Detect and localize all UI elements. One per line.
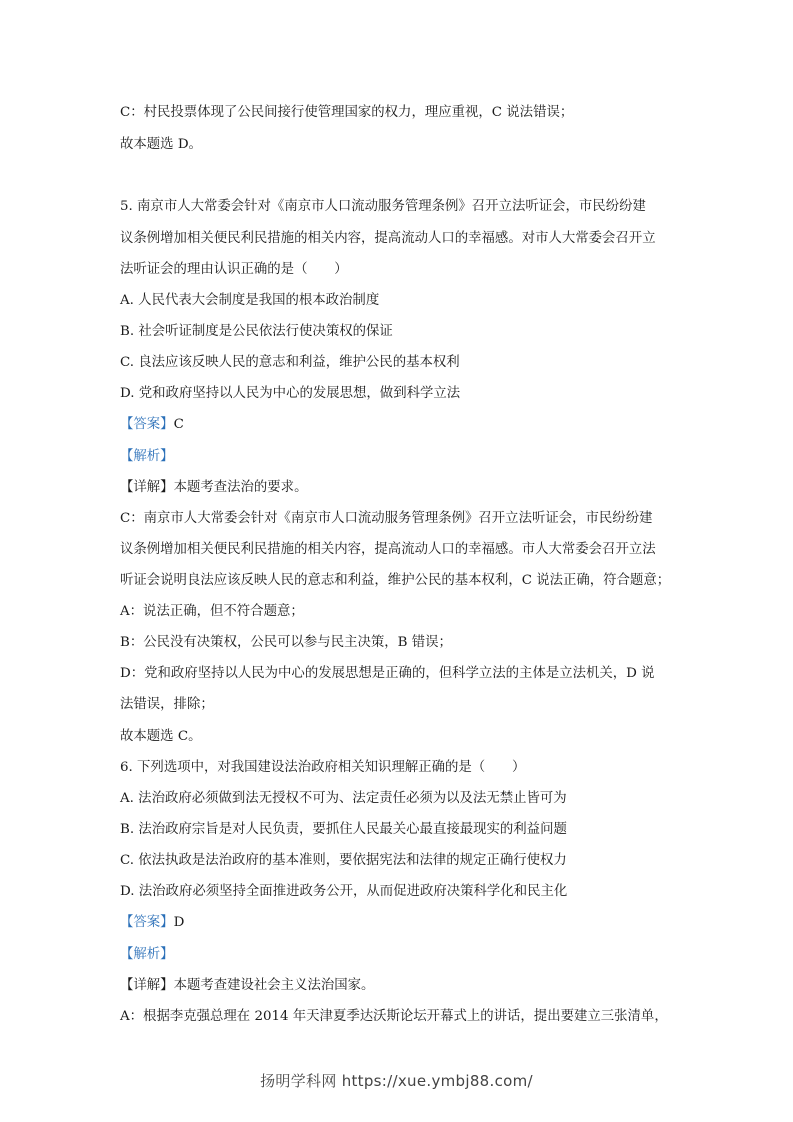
q5-explanation-line: B：公民没有决策权，公民可以参与民主决策，B 错误； — [120, 635, 452, 650]
footer-watermark: 扬明学科网 https://xue.ymbj88.com/ — [260, 1072, 533, 1090]
answer-value: D — [173, 915, 185, 930]
q5-stem-line-1: 5. 南京市人大常委会针对《南京市人口流动服务管理条例》召开立法听证会，市民纷纷建 — [120, 199, 646, 214]
analysis-tag: 【解析】 — [120, 947, 174, 962]
q5-conclusion: 故本题选 C。 — [120, 729, 202, 744]
detail-intro: 本题考查建设社会主义法治国家。 — [173, 978, 375, 993]
q5-explanation-line: 听证会说明良法应该反映人民的意志和利益，维护公民的基本权利，C 说法正确，符合题意； — [120, 573, 671, 588]
detail-tag: 【详解】 — [120, 480, 174, 495]
q5-stem-line-3: 法听证会的理由认识正确的是（ ） — [120, 262, 348, 277]
q6-option-c: C. 依法执政是法治政府的基本准则，要依据宪法和法律的规定正确行使权力 — [120, 853, 567, 868]
q5-explanation-line: D：党和政府坚持以人民为中心的发展思想是正确的，但科学立法的主体是立法机关，D 说 — [120, 666, 655, 681]
q6-answer-line — [120, 914, 184, 932]
q6-analysis-line — [120, 946, 174, 964]
detail-intro: 本题考查法治的要求。 — [173, 480, 308, 495]
q5-explanation-line: C：南京市人大常委会针对《南京市人口流动服务管理条例》召开立法听证会，市民纷纷建 — [120, 511, 653, 526]
q5-answer-line — [120, 416, 184, 434]
q6-explanation-line: A：根据李克强总理在 2014 年天津夏季达沃斯论坛开幕式上的讲话，提出要建立三张清单， — [120, 1009, 668, 1024]
q5-option-d: D. 党和政府坚持以人民为中心的发展思想，做到科学立法 — [120, 386, 461, 401]
q5-option-b: B. 社会听证制度是公民依法行使决策权的保证 — [120, 324, 393, 339]
analysis-tag: 【解析】 — [120, 449, 174, 464]
q5-explanation-line: 法错误，排除； — [120, 697, 214, 712]
q6-detail-line — [120, 977, 374, 995]
q5-analysis-line — [120, 448, 174, 466]
q6-option-a: A. 法治政府必须做到法无授权不可为、法定责任必须为以及法无禁止皆可为 — [120, 791, 567, 806]
q6-option-b: B. 法治政府宗旨是对人民负责，要抓住人民最关心最直接最现实的利益问题 — [120, 822, 567, 837]
answer-tag: 【答案】 — [120, 915, 174, 930]
q5-option-a: A. 人民代表大会制度是我国的根本政治制度 — [120, 293, 380, 308]
q5-detail-line — [120, 479, 307, 497]
answer-tag: 【答案】 — [120, 417, 174, 432]
q4-option-c-explanation: C：村民投票体现了公民间接行使管理国家的权力，理应重视，C 说法错误； — [120, 105, 574, 120]
q5-option-c: C. 良法应该反映人民的意志和利益，维护公民的基本权利 — [120, 355, 460, 370]
q6-option-d: D. 法治政府必须坚持全面推进政务公开，从而促进政府决策科学化和民主化 — [120, 884, 568, 899]
q4-conclusion: 故本题选 D。 — [120, 137, 202, 152]
answer-value: C — [173, 417, 184, 432]
q5-explanation-line: A：说法正确，但不符合题意； — [120, 604, 304, 619]
detail-tag: 【详解】 — [120, 978, 174, 993]
q5-explanation-line: 议条例增加相关便民利民措施的相关内容，提高流动人口的幸福感。市人大常委会召开立法 — [120, 542, 656, 557]
q6-stem: 6. 下列选项中，对我国建设法治政府相关知识理解正确的是（ ） — [120, 760, 526, 775]
q5-stem-line-2: 议条例增加相关便民利民措施的相关内容，提高流动人口的幸福感。对市人大常委会召开立 — [120, 231, 656, 246]
